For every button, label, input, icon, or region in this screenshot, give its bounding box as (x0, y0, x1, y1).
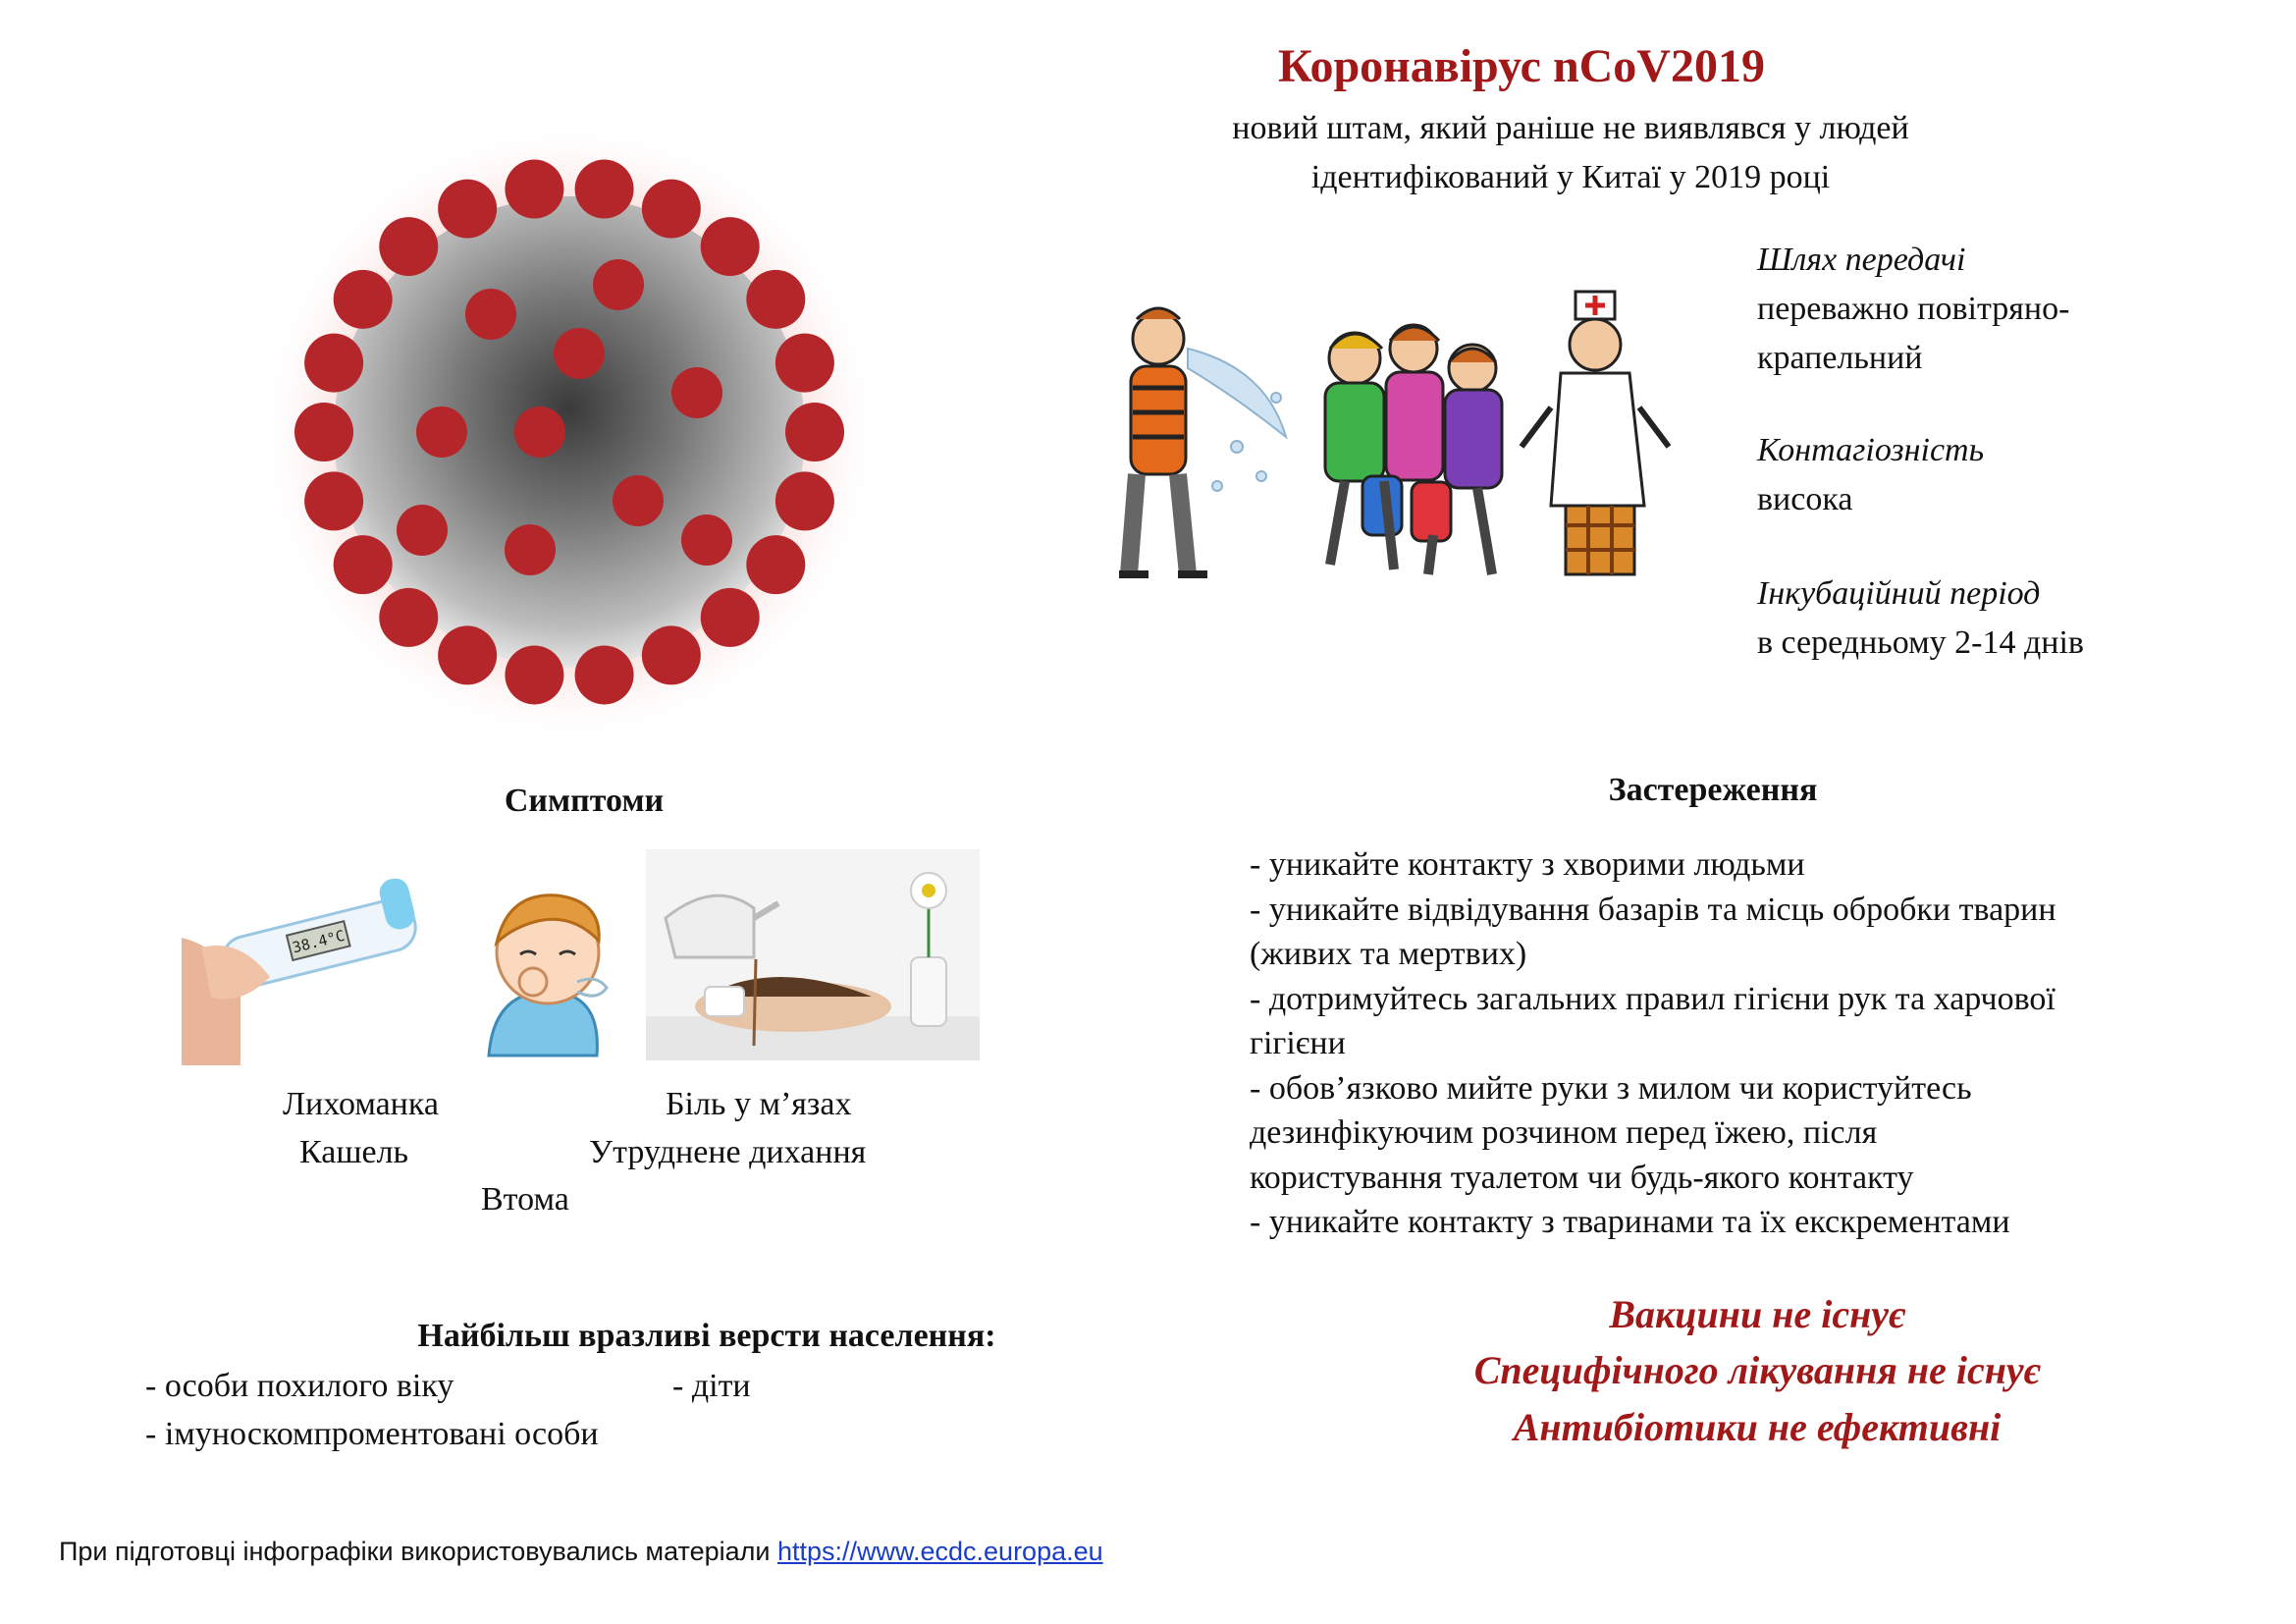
contagiousness-value: висока (1757, 481, 1853, 517)
transmission-cartoon (1090, 280, 1698, 594)
symptom-breathing: Утруднене дихання (589, 1134, 867, 1170)
fatigue-illustration (646, 849, 980, 1060)
footer-source (59, 1537, 1103, 1567)
precaution-line: дезинфікуючим розчином перед їжею, після (1250, 1114, 1878, 1151)
symptom-fatigue: Втома (481, 1181, 569, 1218)
incubation-value: в середньому 2-14 днів (1757, 624, 2084, 661)
symptom-fever: Лихоманка (283, 1086, 439, 1122)
precautions-list (1250, 842, 2231, 1245)
doctor-figure (1522, 292, 1669, 574)
no-antibiotics-note: Антибіотики не ефективні (1513, 1405, 2002, 1449)
precaution-line: гігієни (1250, 1025, 1346, 1061)
thermometer-illustration (182, 879, 417, 1065)
precautions-heading: Застереження (1608, 772, 1818, 808)
transmission-value-1: переважно повітряно- (1757, 291, 2070, 327)
precaution-line: (живих та мертвих) (1250, 936, 1527, 972)
thermometer-reading: 38.4°C (291, 926, 347, 957)
precaution-line: - уникайте контакту з хворими людьми (1250, 846, 1805, 883)
fleeing-people-figure (1325, 325, 1502, 574)
precaution-line: - дотримуйтесь загальних правил гігієни рук та харчової (1250, 980, 2056, 1017)
no-treatment-note: Специфічного лікування не існує (1473, 1348, 2041, 1392)
footer-text: При підготовці інфографіки використовувались матеріали (59, 1537, 777, 1566)
coughing-child-illustration (479, 884, 626, 1060)
contagiousness-label: Контагіозність (1757, 432, 1985, 468)
vulnerable-item-children: - діти (672, 1368, 751, 1404)
symptoms-heading: Симптоми (504, 783, 665, 819)
symptom-muscle-pain: Біль у м’язах (666, 1086, 852, 1122)
precaution-line: - уникайте відвідування базарів та місць обробки тварин (1250, 891, 2056, 928)
transmission-value-2: крапельний (1757, 340, 1923, 376)
subtitle-line-1: новий штам, який раніше не виявлявся у людей (1232, 110, 1909, 146)
vulnerable-item-immuno: - імуноскомпроментовані особи (145, 1416, 599, 1452)
source-link[interactable]: https://www.ecdc.europa.eu (776, 1537, 1103, 1566)
transmission-label: Шлях передачі (1757, 242, 1966, 278)
precaution-line: - обов’язково мийте руки з милом чи користуйтесь (1250, 1069, 1972, 1107)
page-title: Коронавірус nCoV2019 (1278, 40, 1765, 92)
precaution-line: користування туалетом чи будь-якого контакту (1250, 1159, 1914, 1196)
no-vaccine-note: Вакцини не існує (1609, 1292, 1905, 1336)
vulnerable-item-elderly: - особи похилого віку (145, 1368, 454, 1404)
incubation-label: Інкубаційний період (1757, 575, 2041, 612)
virus-illustration (245, 108, 893, 756)
sneezing-man-figure (1119, 308, 1207, 574)
vulnerable-heading: Найбільш вразливі версти населення: (417, 1318, 996, 1354)
subtitle-line-2: ідентифікований у Китаї у 2019 році (1310, 159, 1831, 195)
precaution-line: - уникайте контакту з тваринами та їх екскрементами (1250, 1204, 2010, 1240)
symptom-cough: Кашель (299, 1134, 409, 1170)
